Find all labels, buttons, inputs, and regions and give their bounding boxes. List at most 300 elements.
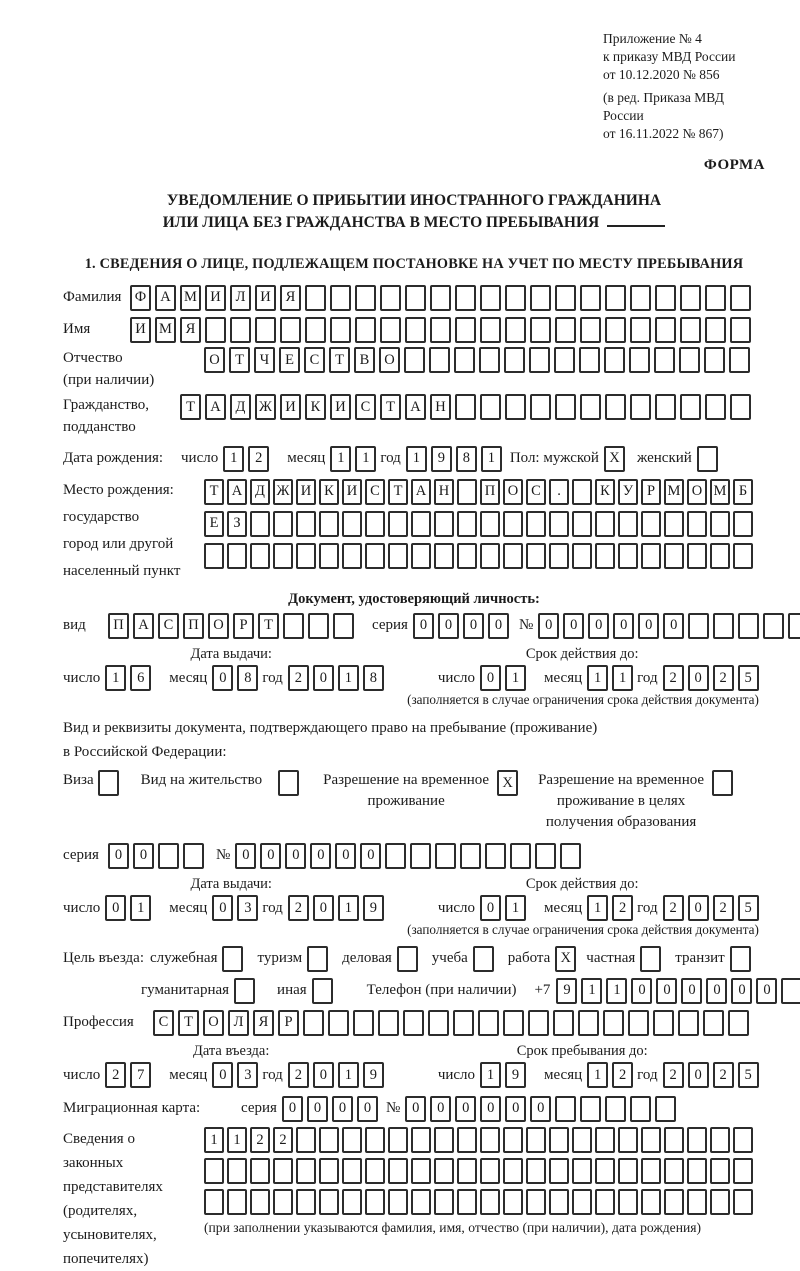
- char-cell[interactable]: [342, 543, 362, 569]
- char-cell[interactable]: 2: [663, 1062, 684, 1088]
- char-cell[interactable]: А: [405, 394, 426, 420]
- char-cell[interactable]: [664, 1127, 684, 1153]
- char-cell[interactable]: [641, 1158, 661, 1184]
- char-cell[interactable]: [303, 1010, 324, 1036]
- char-cell[interactable]: З: [227, 511, 247, 537]
- char-cell[interactable]: 1: [130, 895, 151, 921]
- char-cell[interactable]: [365, 1127, 385, 1153]
- char-cell[interactable]: [505, 394, 526, 420]
- char-cell[interactable]: [378, 1010, 399, 1036]
- char-cell[interactable]: [578, 1010, 599, 1036]
- char-cell[interactable]: [572, 511, 592, 537]
- char-cell[interactable]: [411, 1158, 431, 1184]
- char-cell[interactable]: [222, 946, 243, 972]
- char-cell[interactable]: [296, 1127, 316, 1153]
- char-cell[interactable]: [678, 1010, 699, 1036]
- char-cell[interactable]: [549, 1158, 569, 1184]
- char-cell[interactable]: [605, 394, 626, 420]
- char-cell[interactable]: [330, 285, 351, 311]
- char-cell[interactable]: [729, 347, 750, 373]
- char-cell[interactable]: [250, 1158, 270, 1184]
- char-cell[interactable]: [664, 1189, 684, 1215]
- char-cell[interactable]: [654, 347, 675, 373]
- char-cell[interactable]: 0: [480, 1096, 501, 1122]
- char-cell[interactable]: 0: [357, 1096, 378, 1122]
- char-cell[interactable]: [688, 613, 709, 639]
- char-cell[interactable]: [555, 285, 576, 311]
- char-cell[interactable]: [549, 511, 569, 537]
- char-cell[interactable]: 1: [587, 1062, 608, 1088]
- char-cell[interactable]: 2: [105, 1062, 126, 1088]
- char-cell[interactable]: [273, 543, 293, 569]
- char-cell[interactable]: 1: [505, 665, 526, 691]
- char-cell[interactable]: 1: [227, 1127, 247, 1153]
- char-cell[interactable]: [455, 317, 476, 343]
- char-cell[interactable]: 0: [282, 1096, 303, 1122]
- char-cell[interactable]: 2: [713, 665, 734, 691]
- char-cell[interactable]: 0: [307, 1096, 328, 1122]
- char-cell[interactable]: [455, 285, 476, 311]
- char-cell[interactable]: [549, 543, 569, 569]
- char-cell[interactable]: [680, 317, 701, 343]
- char-cell[interactable]: [454, 347, 475, 373]
- char-cell[interactable]: М: [155, 317, 176, 343]
- char-cell[interactable]: [687, 1158, 707, 1184]
- char-cell[interactable]: 1: [338, 665, 359, 691]
- char-cell[interactable]: [526, 1158, 546, 1184]
- char-cell[interactable]: [664, 1158, 684, 1184]
- char-cell[interactable]: 0: [212, 895, 233, 921]
- char-cell[interactable]: [733, 1189, 753, 1215]
- char-cell[interactable]: 0: [488, 613, 509, 639]
- char-cell[interactable]: С: [153, 1010, 174, 1036]
- char-cell[interactable]: [655, 317, 676, 343]
- char-cell[interactable]: [278, 770, 299, 796]
- char-cell[interactable]: 0: [260, 843, 281, 869]
- char-cell[interactable]: [763, 613, 784, 639]
- char-cell[interactable]: И: [205, 285, 226, 311]
- char-cell[interactable]: [434, 511, 454, 537]
- char-cell[interactable]: Л: [230, 285, 251, 311]
- char-cell[interactable]: [388, 543, 408, 569]
- char-cell[interactable]: [430, 317, 451, 343]
- char-cell[interactable]: [480, 511, 500, 537]
- char-cell[interactable]: [580, 1096, 601, 1122]
- char-cell[interactable]: [572, 1158, 592, 1184]
- char-cell[interactable]: 0: [133, 843, 154, 869]
- char-cell[interactable]: Б: [733, 479, 753, 505]
- char-cell[interactable]: [283, 613, 304, 639]
- char-cell[interactable]: [434, 543, 454, 569]
- char-cell[interactable]: [434, 1158, 454, 1184]
- char-cell[interactable]: 0: [313, 665, 334, 691]
- char-cell[interactable]: 9: [363, 1062, 384, 1088]
- char-cell[interactable]: [595, 543, 615, 569]
- char-cell[interactable]: 0: [463, 613, 484, 639]
- char-cell[interactable]: [328, 1010, 349, 1036]
- char-cell[interactable]: 8: [456, 446, 477, 472]
- char-cell[interactable]: [388, 511, 408, 537]
- char-cell[interactable]: 0: [455, 1096, 476, 1122]
- char-cell[interactable]: 0: [613, 613, 634, 639]
- char-cell[interactable]: [605, 317, 626, 343]
- char-cell[interactable]: [705, 317, 726, 343]
- char-cell[interactable]: 1: [223, 446, 244, 472]
- char-cell[interactable]: [503, 543, 523, 569]
- char-cell[interactable]: 0: [313, 895, 334, 921]
- char-cell[interactable]: О: [687, 479, 707, 505]
- char-cell[interactable]: Т: [180, 394, 201, 420]
- char-cell[interactable]: [553, 1010, 574, 1036]
- char-cell[interactable]: О: [208, 613, 229, 639]
- char-cell[interactable]: 1: [204, 1127, 224, 1153]
- char-cell[interactable]: [704, 347, 725, 373]
- char-cell[interactable]: 0: [285, 843, 306, 869]
- char-cell[interactable]: А: [133, 613, 154, 639]
- char-cell[interactable]: [227, 543, 247, 569]
- char-cell[interactable]: [365, 543, 385, 569]
- char-cell[interactable]: [526, 1127, 546, 1153]
- char-cell[interactable]: 0: [663, 613, 684, 639]
- char-cell[interactable]: [641, 1127, 661, 1153]
- char-cell[interactable]: [480, 543, 500, 569]
- char-cell[interactable]: 1: [338, 1062, 359, 1088]
- char-cell[interactable]: [342, 1158, 362, 1184]
- char-cell[interactable]: 8: [237, 665, 258, 691]
- char-cell[interactable]: 8: [363, 665, 384, 691]
- char-cell[interactable]: 3: [237, 1062, 258, 1088]
- char-cell[interactable]: [434, 1127, 454, 1153]
- char-cell[interactable]: Д: [230, 394, 251, 420]
- char-cell[interactable]: В: [354, 347, 375, 373]
- char-cell[interactable]: [255, 317, 276, 343]
- char-cell[interactable]: П: [183, 613, 204, 639]
- char-cell[interactable]: [435, 843, 456, 869]
- char-cell[interactable]: [730, 946, 751, 972]
- char-cell[interactable]: [505, 317, 526, 343]
- char-cell[interactable]: 0: [688, 895, 709, 921]
- char-cell[interactable]: [98, 770, 119, 796]
- char-cell[interactable]: [603, 1010, 624, 1036]
- char-cell[interactable]: [296, 1158, 316, 1184]
- char-cell[interactable]: 2: [612, 895, 633, 921]
- char-cell[interactable]: [710, 543, 730, 569]
- char-cell[interactable]: 2: [663, 665, 684, 691]
- char-cell[interactable]: О: [379, 347, 400, 373]
- char-cell[interactable]: [480, 1189, 500, 1215]
- char-cell[interactable]: Р: [233, 613, 254, 639]
- char-cell[interactable]: 2: [250, 1127, 270, 1153]
- char-cell[interactable]: [710, 1189, 730, 1215]
- char-cell[interactable]: [579, 347, 600, 373]
- char-cell[interactable]: 2: [288, 1062, 309, 1088]
- char-cell[interactable]: [595, 1158, 615, 1184]
- char-cell[interactable]: [411, 1127, 431, 1153]
- char-cell[interactable]: 0: [310, 843, 331, 869]
- char-cell[interactable]: И: [342, 479, 362, 505]
- char-cell[interactable]: [641, 511, 661, 537]
- char-cell[interactable]: [730, 317, 751, 343]
- char-cell[interactable]: Е: [204, 511, 224, 537]
- char-cell[interactable]: [505, 285, 526, 311]
- char-cell[interactable]: [457, 479, 477, 505]
- char-cell[interactable]: [630, 394, 651, 420]
- char-cell[interactable]: 1: [105, 665, 126, 691]
- char-cell[interactable]: [388, 1127, 408, 1153]
- char-cell[interactable]: [580, 285, 601, 311]
- char-cell[interactable]: [480, 394, 501, 420]
- char-cell[interactable]: 0: [681, 978, 702, 1004]
- char-cell[interactable]: [572, 1189, 592, 1215]
- char-cell[interactable]: [403, 1010, 424, 1036]
- char-cell[interactable]: [526, 543, 546, 569]
- char-cell[interactable]: 2: [663, 895, 684, 921]
- char-cell[interactable]: О: [203, 1010, 224, 1036]
- char-cell[interactable]: [504, 347, 525, 373]
- char-cell[interactable]: [430, 285, 451, 311]
- char-cell[interactable]: У: [618, 479, 638, 505]
- char-cell[interactable]: 1: [330, 446, 351, 472]
- char-cell[interactable]: [712, 770, 733, 796]
- char-cell[interactable]: К: [595, 479, 615, 505]
- char-cell[interactable]: 1: [581, 978, 602, 1004]
- char-cell[interactable]: 0: [505, 1096, 526, 1122]
- char-cell[interactable]: [307, 946, 328, 972]
- char-cell[interactable]: [457, 543, 477, 569]
- char-cell[interactable]: [480, 1158, 500, 1184]
- char-cell[interactable]: [733, 1158, 753, 1184]
- char-cell[interactable]: [503, 511, 523, 537]
- char-cell[interactable]: [630, 285, 651, 311]
- char-cell[interactable]: 1: [481, 446, 502, 472]
- char-cell[interactable]: Ч: [254, 347, 275, 373]
- char-cell[interactable]: [535, 843, 556, 869]
- char-cell[interactable]: [687, 543, 707, 569]
- char-cell[interactable]: [428, 1010, 449, 1036]
- char-cell[interactable]: Ж: [273, 479, 293, 505]
- char-cell[interactable]: [703, 1010, 724, 1036]
- char-cell[interactable]: 0: [332, 1096, 353, 1122]
- char-cell[interactable]: [183, 843, 204, 869]
- char-cell[interactable]: [788, 613, 800, 639]
- char-cell[interactable]: [710, 1158, 730, 1184]
- char-cell[interactable]: 0: [313, 1062, 334, 1088]
- char-cell[interactable]: [730, 394, 751, 420]
- char-cell[interactable]: [273, 1189, 293, 1215]
- char-cell[interactable]: [385, 843, 406, 869]
- char-cell[interactable]: [555, 1096, 576, 1122]
- char-cell[interactable]: 2: [273, 1127, 293, 1153]
- char-cell[interactable]: [728, 1010, 749, 1036]
- char-cell[interactable]: 5: [738, 1062, 759, 1088]
- char-cell[interactable]: [457, 1127, 477, 1153]
- char-cell[interactable]: [618, 1158, 638, 1184]
- char-cell[interactable]: 5: [738, 665, 759, 691]
- char-cell[interactable]: [305, 317, 326, 343]
- char-cell[interactable]: А: [155, 285, 176, 311]
- char-cell[interactable]: Н: [430, 394, 451, 420]
- char-cell[interactable]: И: [255, 285, 276, 311]
- char-cell[interactable]: [342, 511, 362, 537]
- char-cell[interactable]: О: [204, 347, 225, 373]
- char-cell[interactable]: 0: [530, 1096, 551, 1122]
- char-cell[interactable]: 1: [587, 895, 608, 921]
- char-cell[interactable]: [305, 285, 326, 311]
- char-cell[interactable]: 0: [563, 613, 584, 639]
- char-cell[interactable]: 0: [235, 843, 256, 869]
- char-cell[interactable]: [457, 1189, 477, 1215]
- char-cell[interactable]: [680, 394, 701, 420]
- char-cell[interactable]: [629, 347, 650, 373]
- char-cell[interactable]: Н: [434, 479, 454, 505]
- char-cell[interactable]: 9: [505, 1062, 526, 1088]
- char-cell[interactable]: [618, 543, 638, 569]
- char-cell[interactable]: 7: [130, 1062, 151, 1088]
- char-cell[interactable]: X: [604, 446, 625, 472]
- char-cell[interactable]: [595, 511, 615, 537]
- char-cell[interactable]: [560, 843, 581, 869]
- char-cell[interactable]: [319, 543, 339, 569]
- char-cell[interactable]: 2: [288, 665, 309, 691]
- char-cell[interactable]: 9: [556, 978, 577, 1004]
- char-cell[interactable]: [434, 1189, 454, 1215]
- char-cell[interactable]: .: [549, 479, 569, 505]
- char-cell[interactable]: 9: [363, 895, 384, 921]
- char-cell[interactable]: [230, 317, 251, 343]
- char-cell[interactable]: [687, 1127, 707, 1153]
- char-cell[interactable]: 0: [335, 843, 356, 869]
- char-cell[interactable]: [204, 1189, 224, 1215]
- char-cell[interactable]: Л: [228, 1010, 249, 1036]
- char-cell[interactable]: 2: [288, 895, 309, 921]
- char-cell[interactable]: [710, 1127, 730, 1153]
- char-cell[interactable]: Т: [204, 479, 224, 505]
- char-cell[interactable]: [453, 1010, 474, 1036]
- char-cell[interactable]: П: [108, 613, 129, 639]
- char-cell[interactable]: [605, 1096, 626, 1122]
- char-cell[interactable]: [480, 317, 501, 343]
- char-cell[interactable]: [526, 1189, 546, 1215]
- char-cell[interactable]: [227, 1158, 247, 1184]
- char-cell[interactable]: Т: [229, 347, 250, 373]
- char-cell[interactable]: [342, 1127, 362, 1153]
- char-cell[interactable]: 6: [130, 665, 151, 691]
- char-cell[interactable]: [312, 978, 333, 1004]
- char-cell[interactable]: [330, 317, 351, 343]
- char-cell[interactable]: [580, 317, 601, 343]
- char-cell[interactable]: 9: [431, 446, 452, 472]
- char-cell[interactable]: Я: [253, 1010, 274, 1036]
- char-cell[interactable]: [411, 543, 431, 569]
- char-cell[interactable]: [342, 1189, 362, 1215]
- char-cell[interactable]: 1: [480, 1062, 501, 1088]
- char-cell[interactable]: [733, 1127, 753, 1153]
- char-cell[interactable]: [679, 347, 700, 373]
- char-cell[interactable]: 0: [405, 1096, 426, 1122]
- char-cell[interactable]: [554, 347, 575, 373]
- char-cell[interactable]: О: [503, 479, 523, 505]
- char-cell[interactable]: С: [304, 347, 325, 373]
- char-cell[interactable]: [680, 285, 701, 311]
- char-cell[interactable]: 0: [212, 1062, 233, 1088]
- char-cell[interactable]: [618, 511, 638, 537]
- char-cell[interactable]: [455, 394, 476, 420]
- char-cell[interactable]: [411, 1189, 431, 1215]
- char-cell[interactable]: 1: [338, 895, 359, 921]
- char-cell[interactable]: 0: [731, 978, 752, 1004]
- char-cell[interactable]: [503, 1189, 523, 1215]
- char-cell[interactable]: [655, 394, 676, 420]
- char-cell[interactable]: [365, 511, 385, 537]
- char-cell[interactable]: 0: [688, 1062, 709, 1088]
- char-cell[interactable]: С: [158, 613, 179, 639]
- char-cell[interactable]: [697, 446, 718, 472]
- char-cell[interactable]: [630, 317, 651, 343]
- char-cell[interactable]: 1: [612, 665, 633, 691]
- char-cell[interactable]: Я: [280, 285, 301, 311]
- char-cell[interactable]: [250, 1189, 270, 1215]
- char-cell[interactable]: А: [227, 479, 247, 505]
- char-cell[interactable]: К: [319, 479, 339, 505]
- char-cell[interactable]: П: [480, 479, 500, 505]
- char-cell[interactable]: [738, 613, 759, 639]
- char-cell[interactable]: [630, 1096, 651, 1122]
- char-cell[interactable]: [653, 1010, 674, 1036]
- char-cell[interactable]: [572, 1127, 592, 1153]
- char-cell[interactable]: [595, 1127, 615, 1153]
- char-cell[interactable]: [411, 511, 431, 537]
- char-cell[interactable]: [604, 347, 625, 373]
- char-cell[interactable]: [503, 1127, 523, 1153]
- char-cell[interactable]: [355, 285, 376, 311]
- char-cell[interactable]: М: [180, 285, 201, 311]
- char-cell[interactable]: [549, 1127, 569, 1153]
- char-cell[interactable]: 0: [756, 978, 777, 1004]
- char-cell[interactable]: [280, 317, 301, 343]
- char-cell[interactable]: [730, 285, 751, 311]
- char-cell[interactable]: С: [355, 394, 376, 420]
- char-cell[interactable]: [250, 511, 270, 537]
- char-cell[interactable]: [713, 613, 734, 639]
- char-cell[interactable]: [227, 1189, 247, 1215]
- char-cell[interactable]: 3: [237, 895, 258, 921]
- char-cell[interactable]: [388, 1158, 408, 1184]
- char-cell[interactable]: [641, 543, 661, 569]
- char-cell[interactable]: 0: [480, 665, 501, 691]
- char-cell[interactable]: Е: [279, 347, 300, 373]
- char-cell[interactable]: 0: [706, 978, 727, 1004]
- char-cell[interactable]: С: [526, 479, 546, 505]
- char-cell[interactable]: [664, 511, 684, 537]
- char-cell[interactable]: 1: [587, 665, 608, 691]
- char-cell[interactable]: [480, 285, 501, 311]
- char-cell[interactable]: [457, 1158, 477, 1184]
- char-cell[interactable]: [549, 1189, 569, 1215]
- char-cell[interactable]: 1: [406, 446, 427, 472]
- char-cell[interactable]: Р: [278, 1010, 299, 1036]
- char-cell[interactable]: [333, 613, 354, 639]
- char-cell[interactable]: [485, 843, 506, 869]
- char-cell[interactable]: [319, 1127, 339, 1153]
- char-cell[interactable]: 0: [360, 843, 381, 869]
- char-cell[interactable]: [705, 285, 726, 311]
- char-cell[interactable]: М: [710, 479, 730, 505]
- char-cell[interactable]: Я: [180, 317, 201, 343]
- char-cell[interactable]: [687, 511, 707, 537]
- char-cell[interactable]: X: [555, 946, 576, 972]
- char-cell[interactable]: 0: [656, 978, 677, 1004]
- char-cell[interactable]: И: [296, 479, 316, 505]
